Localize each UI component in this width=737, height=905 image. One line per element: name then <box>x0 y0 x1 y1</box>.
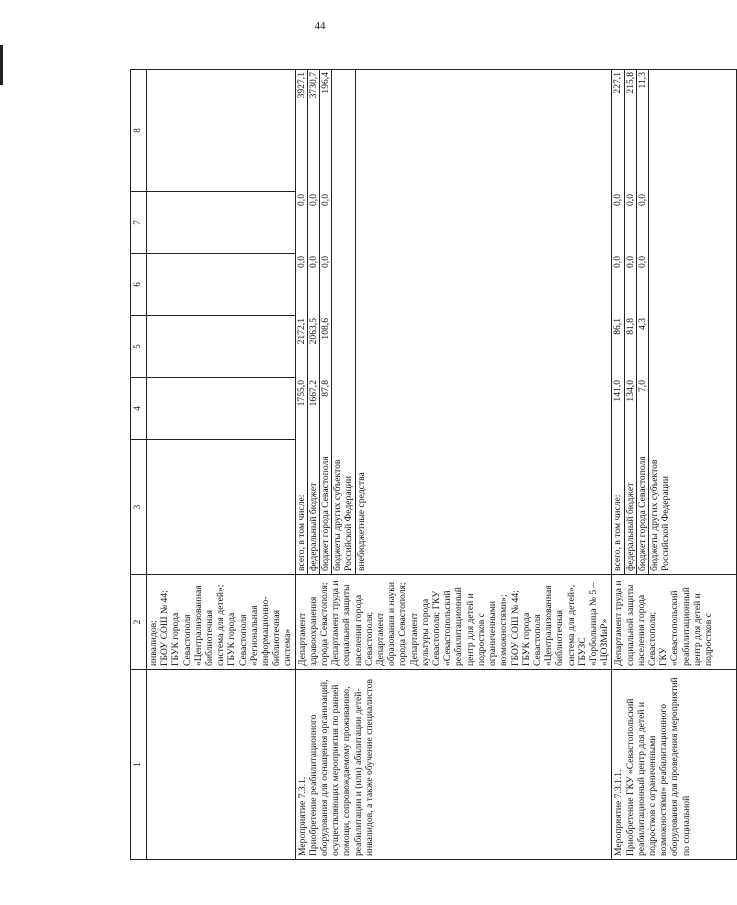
value-cell <box>332 377 355 439</box>
value-cell: 1667,2 <box>307 377 319 439</box>
column-header: 3 <box>131 440 147 575</box>
value-cell: 2172,1 <box>296 315 308 377</box>
value-cell: 11,3 <box>636 69 648 191</box>
value-cell: 108,6 <box>320 315 332 377</box>
funding-source: федеральный бюджет <box>624 439 636 574</box>
funding-source: всего, в том числе: <box>612 439 624 574</box>
value-cell <box>648 191 671 253</box>
scan-edge-mark <box>0 45 3 85</box>
value-cell <box>355 377 367 439</box>
value-cell: 0,0 <box>320 253 332 315</box>
column-header: 8 <box>131 70 147 192</box>
measure-row-7-3-1-1 <box>612 70 737 860</box>
funding-subtable <box>296 69 367 574</box>
funding-row-federal <box>307 69 319 574</box>
source-cell <box>147 440 296 575</box>
value-cell: 0,0 <box>296 253 308 315</box>
rotated-table-container <box>130 70 714 860</box>
column-header-row <box>131 70 147 860</box>
executors-cell: Департамент здравоохранения города Севастополя; Департамент труда и социальной защиты населения города Севастополя; Департамент образования и науки города Севастополя; Департамент культуры города Севастополя; ГКУ «Севастопольский реабилитационный центр для детей и подростков с ограниченными возможностями»; ГБОУ СОШ № 44; ГБУК города Севастополя «Централизованная библиотечная система для детей», ГБУЗС «Горбольница № 5 – «ЦОЗМиР» <box>295 575 612 670</box>
value-cell: 2063,5 <box>307 315 319 377</box>
continuation-row <box>147 70 296 860</box>
funding-source: бюджет города Севастополя <box>320 439 332 574</box>
value-cell <box>355 191 367 253</box>
funding-row-city <box>320 69 332 574</box>
funding-source: всего, в том числе: <box>296 439 308 574</box>
value-cell: 0,0 <box>636 191 648 253</box>
measure-cell: Мероприятие 7.3.1. Приобретение реабилитационного оборудования для оснащения организаций, осуществляющих мероприятия по ранней помощи, сопровождаемому проживанию, реабилитации и (или) абилитации детей-инвалидов, а также обучение специалистов <box>295 670 612 860</box>
value-cell: 0,0 <box>296 191 308 253</box>
value-cell <box>332 69 355 191</box>
value-cell <box>648 377 671 439</box>
value-cell <box>648 253 671 315</box>
value-cell <box>332 253 355 315</box>
funding-cell <box>295 70 612 575</box>
value-cell: 215,8 <box>624 69 636 191</box>
value-cell: 0,0 <box>612 253 624 315</box>
page-number: 44 <box>314 20 326 32</box>
column-header: 5 <box>131 316 147 378</box>
value-cell: 87,8 <box>320 377 332 439</box>
funding-row-extrabudgetary <box>355 69 367 574</box>
value-cell: 0,0 <box>307 191 319 253</box>
value-cell: 227,1 <box>612 69 624 191</box>
column-header: 7 <box>131 192 147 254</box>
funding-row-total <box>296 69 308 574</box>
value-cell: 7,0 <box>636 377 648 439</box>
funding-row-other-regions <box>332 69 355 574</box>
measure-cell: Мероприятие 7.3.1.1. Приобретение ГКУ «Севастопольский реабилитационный центр для детей и подростков с ограниченными возможностями» реабилитационного оборудования для проведения мероприятий по социальной <box>612 670 737 860</box>
value-cell <box>332 315 355 377</box>
column-header: 4 <box>131 378 147 440</box>
value-cell <box>648 69 671 191</box>
value-cell: 1755,0 <box>296 377 308 439</box>
value-cell: 134,0 <box>624 377 636 439</box>
column-header: 1 <box>131 670 147 860</box>
funding-source: внебюджетные средства <box>355 472 367 571</box>
column-header: 6 <box>131 254 147 316</box>
funding-row-federal <box>624 69 636 574</box>
value-cell <box>355 69 367 191</box>
executors-cell: Департамент труда и социальной защиты населения города Севастополя; ГКУ «Севастопольский реабилитационный центр для детей и подростков с <box>612 575 737 670</box>
value-cell <box>355 315 367 377</box>
value-cell: 0,0 <box>307 253 319 315</box>
value-cell: 86,1 <box>612 315 624 377</box>
value-cell: 0,0 <box>624 191 636 253</box>
funding-source: федеральный бюджет <box>307 439 319 574</box>
funding-subtable <box>612 69 671 574</box>
value-cell: 0,0 <box>636 253 648 315</box>
funding-cell <box>612 70 737 575</box>
funding-source: бюджеты других субъектов Российской Федерации <box>648 459 672 571</box>
value-cell: 0,0 <box>320 191 332 253</box>
funding-source: бюджет города Севастополя <box>636 439 648 574</box>
value-cell: 141,0 <box>612 377 624 439</box>
value-cell: 3730,7 <box>307 69 319 191</box>
executors-cell: инвалидов; ГБОУ СОШ № 44; ГБУК города Севастополя «Централизованная библиотечная система для детей»; ГБУК города Севастополя «Региональная информационно-библиотечная система» <box>147 575 296 670</box>
funding-source: бюджеты других субъектов Российской Федерации <box>332 439 355 574</box>
value-cell: 196,4 <box>320 69 332 191</box>
value-cell <box>648 315 671 377</box>
funding-row-other-regions <box>648 69 671 574</box>
value-cell: 0,0 <box>624 253 636 315</box>
measure-cell <box>147 670 296 860</box>
value-cell: 0,0 <box>612 191 624 253</box>
value-cell: 4,3 <box>636 315 648 377</box>
value-cell <box>355 253 367 315</box>
program-table <box>130 69 737 860</box>
value-cell: 81,8 <box>624 315 636 377</box>
column-header: 2 <box>131 575 147 670</box>
value-cell <box>332 191 355 253</box>
funding-row-city <box>636 69 648 574</box>
value-cell: 3927,1 <box>296 69 308 191</box>
table-wrapper <box>130 70 714 860</box>
funding-row-total <box>612 69 624 574</box>
measure-row-7-3-1 <box>295 70 612 860</box>
